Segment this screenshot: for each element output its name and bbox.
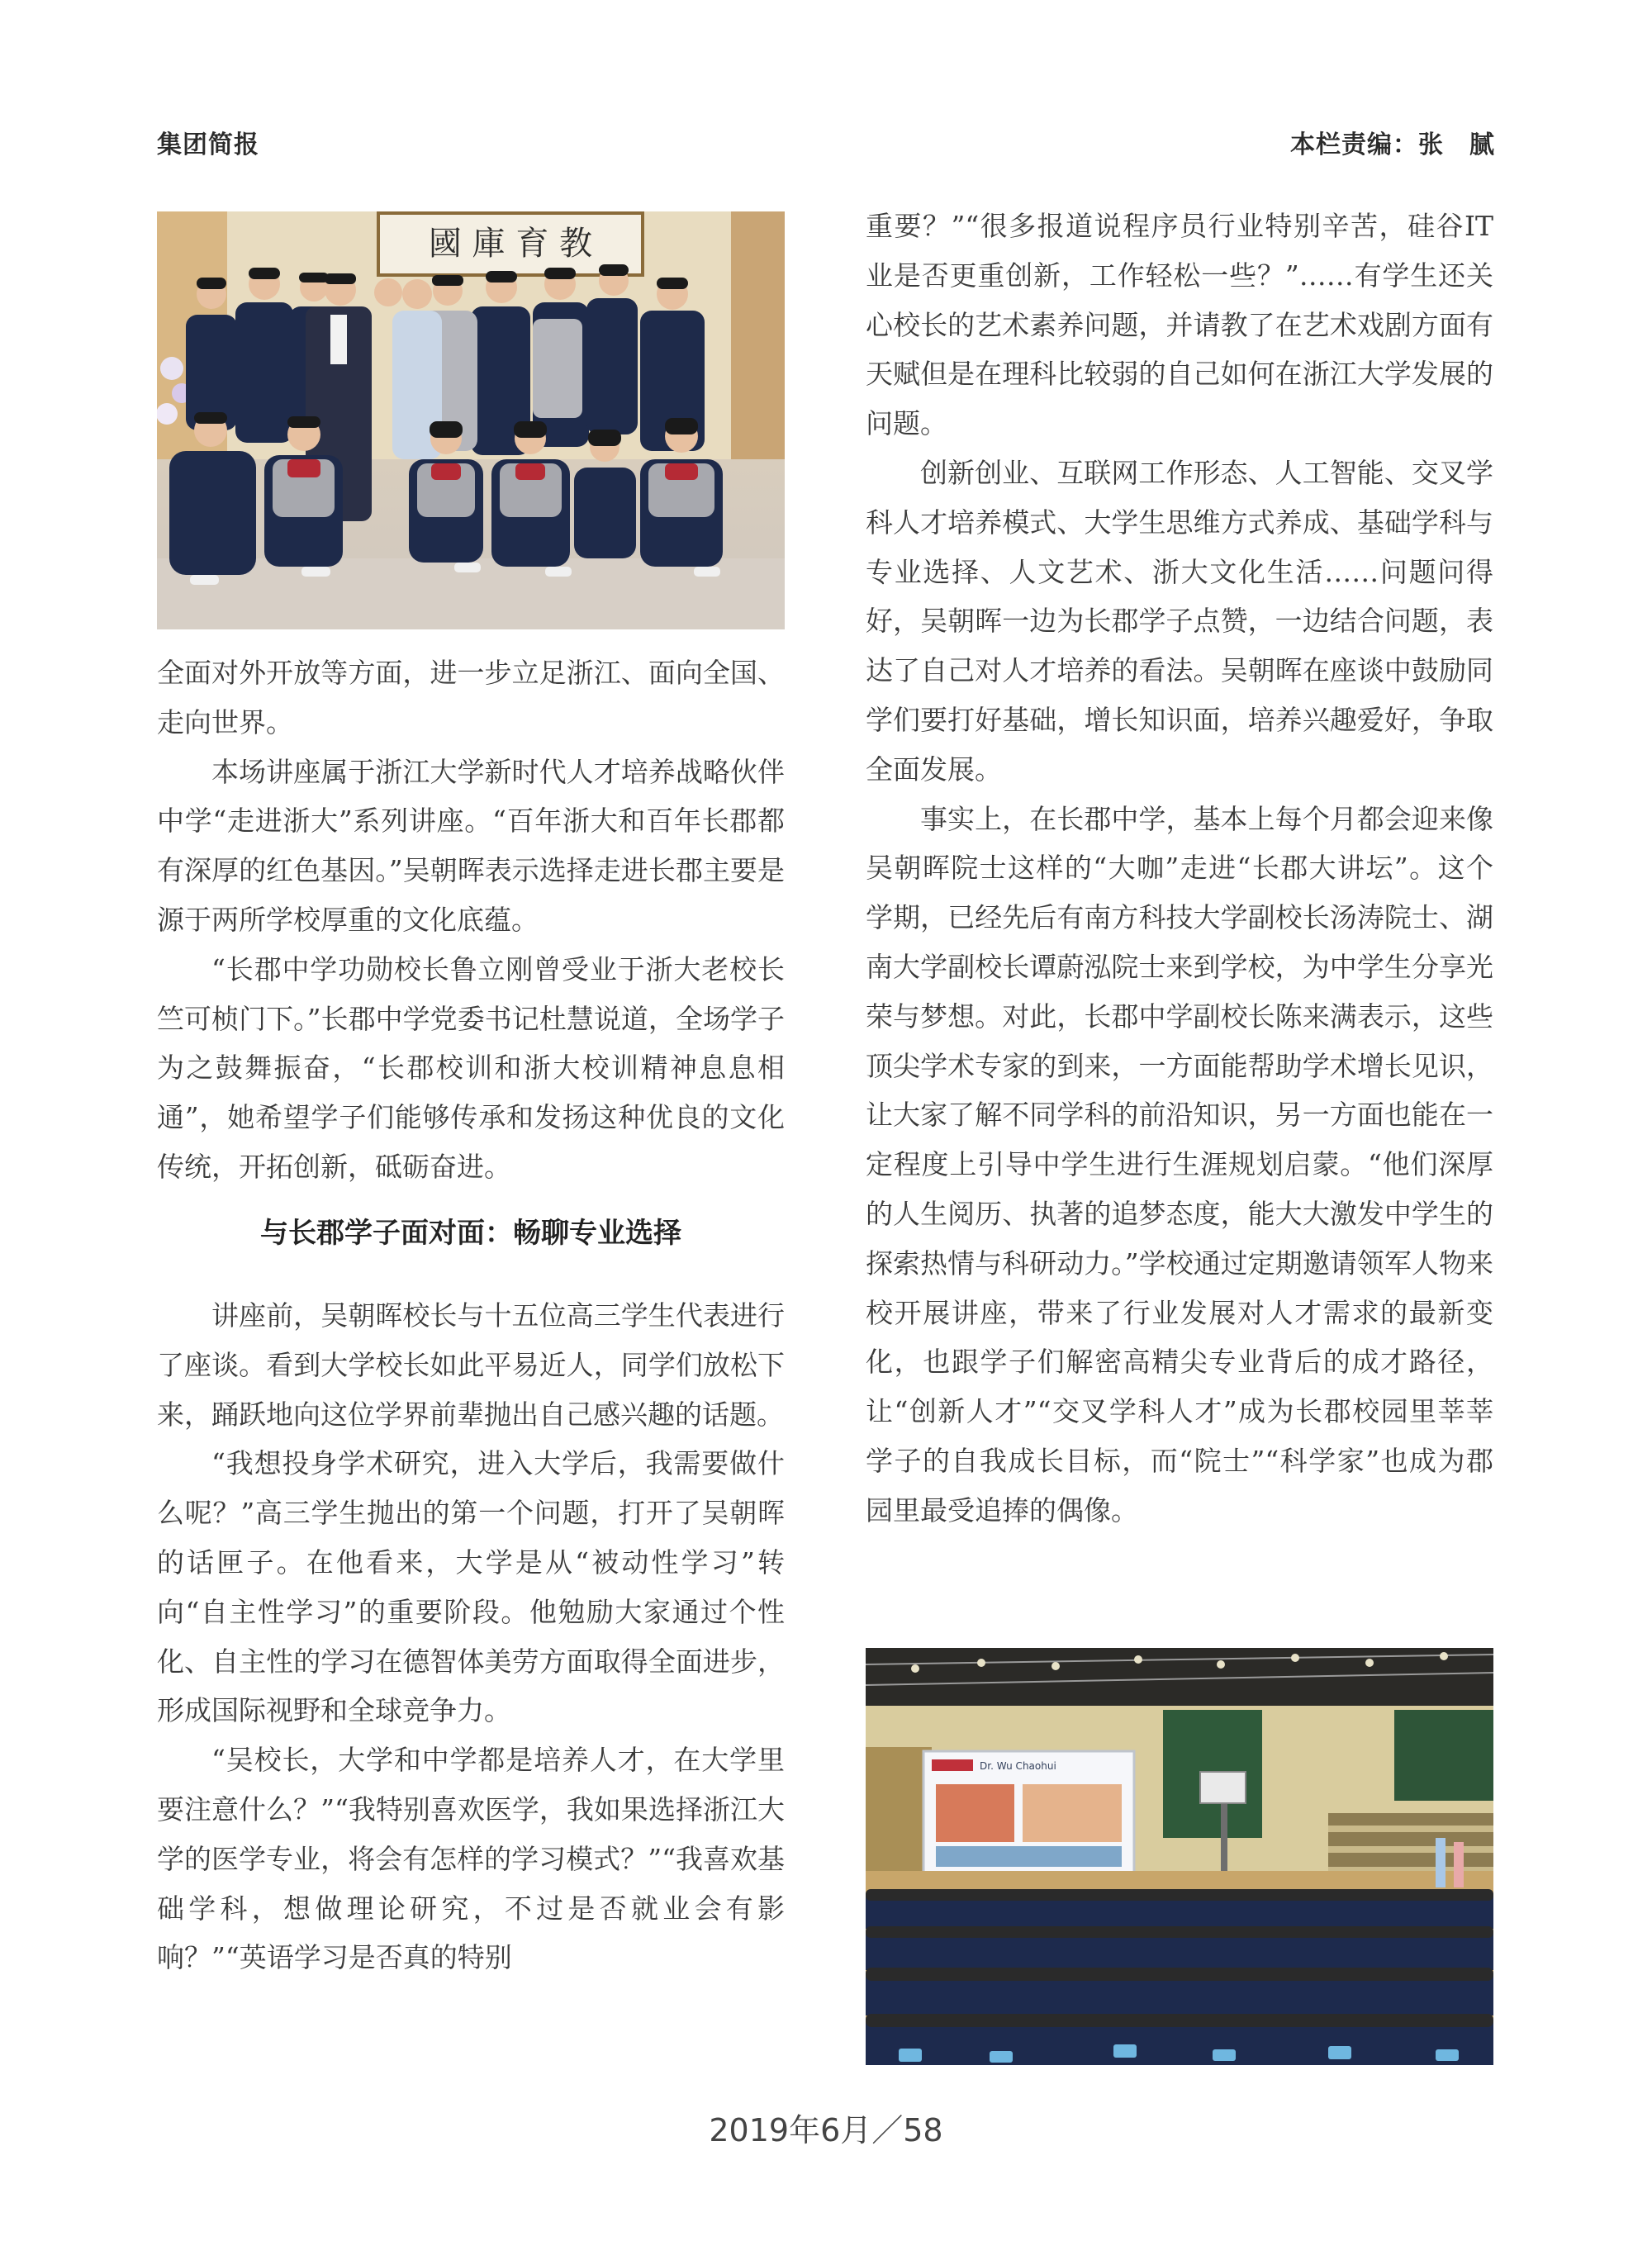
paragraph: 讲座前，吴朝晖校长与十五位高三学生代表进行了座谈。看到大学校长如此平易近人，同学们放松下来，踊跃地向这位学界前辈抛出自己感兴趣的话题。 <box>157 1299 785 1431</box>
paragraph: 重要？”“很多报道说程序员行业特别辛苦，硅谷IT业是否更重创新，工作轻松一些？”……有学生还关心校长的艺术素养问题，并请教了在艺术戏剧方面有天赋但是在理科比较弱的自己如何在浙江大学发展的问题。 <box>866 210 1493 440</box>
paragraph: 本场讲座属于浙江大学新时代人才培养战略伙伴中学“走进浙大”系列讲座。“百年浙大和百年长郡都有深厚的红色基因。”吴朝晖表示选择走进长郡主要是源于两所学校厚重的文化底蕴。 <box>157 755 785 936</box>
paragraph: 创新创业、互联网工作形态、人工智能、交叉学科人才培养模式、大学生思维方式养成、基础学科与专业选择、人文艺术、浙大文化生活……问题问得好，吴朝晖一边为长郡学子点赞，一边结合问题，表达了自己对人才培养的看法。吴朝晖在座谈中鼓励同学们要打好基础，增长知识面，培养兴趣爱好，争取全面发展。 <box>866 456 1493 786</box>
left-column-top <box>157 648 785 1192</box>
paragraph: “我想投身学术研究，进入大学后，我需要做什么呢？”高三学生抛出的第一个问题，打开了吴朝晖的话匣子。在他看来，大学是从“被动性学习”转向“自主性学习”的重要阶段。他勉励大家通过个性化、自主性的学习在德智体美劳方面取得全面进步，形成国际视野和全球竞争力。 <box>157 1447 785 1727</box>
slide-title: Dr. Wu Chaohui <box>980 1760 1056 1772</box>
page-footer: 2019年6月／58 <box>709 2112 943 2148</box>
group-photo <box>157 211 785 629</box>
left-column-bottom <box>157 1291 785 1982</box>
calligraphy-text: 國 庫 育 教 <box>428 225 593 263</box>
lecture-hall-photo <box>866 1648 1493 2065</box>
paragraph: 事实上，在长郡中学，基本上每个月都会迎来像吴朝晖院士这样的“大咖”走进“长郡大讲坛”。这个学期，已经先后有南方科技大学副校长汤涛院士、湖南大学副校长谭蔚泓院士来到学校，为中学生分享光荣与梦想。对此，长郡中学副校长陈来满表示，这些顶尖学术专家的到来，一方面能帮助学术增长见识，让大家了解不同学科的前沿知识，另一方面也能在一定程度上引导中学生进行生涯规划启蒙。“他们深厚的人生阅历、执著的追梦态度，能大大激发中学生的探索热情与科研动力。”学校通过定期邀请领军人物来校开展讲座，带来了行业发展对人才需求的最新变化，也跟学子们解密高精尖专业背后的成才路径，让“创新人才”“交叉学科人才”成为长郡校园里莘莘学子的自我成长目标，而“院士”“科学家”也成为郡园里最受追捧的偶像。 <box>866 802 1493 1526</box>
right-column <box>866 202 1493 1536</box>
paragraph: 全面对外开放等方面，进一步立足浙江、面向全国、走向世界。 <box>157 657 785 738</box>
section-title: 集团简报 <box>157 131 259 159</box>
section-subheading: 与长郡学子面对面：畅聊专业选择 <box>260 1217 681 1250</box>
editor-credit: 本栏责编：张 腻 <box>1290 131 1495 159</box>
paragraph: “长郡中学功勋校长鲁立刚曾受业于浙大老校长竺可桢门下。”长郡中学党委书记杜慧说道，全场学子为之鼓舞振奋，“长郡校训和浙大校训精神息息相通”，她希望学子们能够传承和发扬这种优良的文化传统，开拓创新，砥砺奋进。 <box>157 952 785 1183</box>
paragraph: “吴校长，大学和中学都是培养人才，在大学里要注意什么？”“我特别喜欢医学，我如果选择浙江大学的医学专业，将会有怎样的学习模式？”“我喜欢基础学科，想做理论研究，不过是否就业会有影响？”“英语学习是否真的特别 <box>157 1744 785 1974</box>
